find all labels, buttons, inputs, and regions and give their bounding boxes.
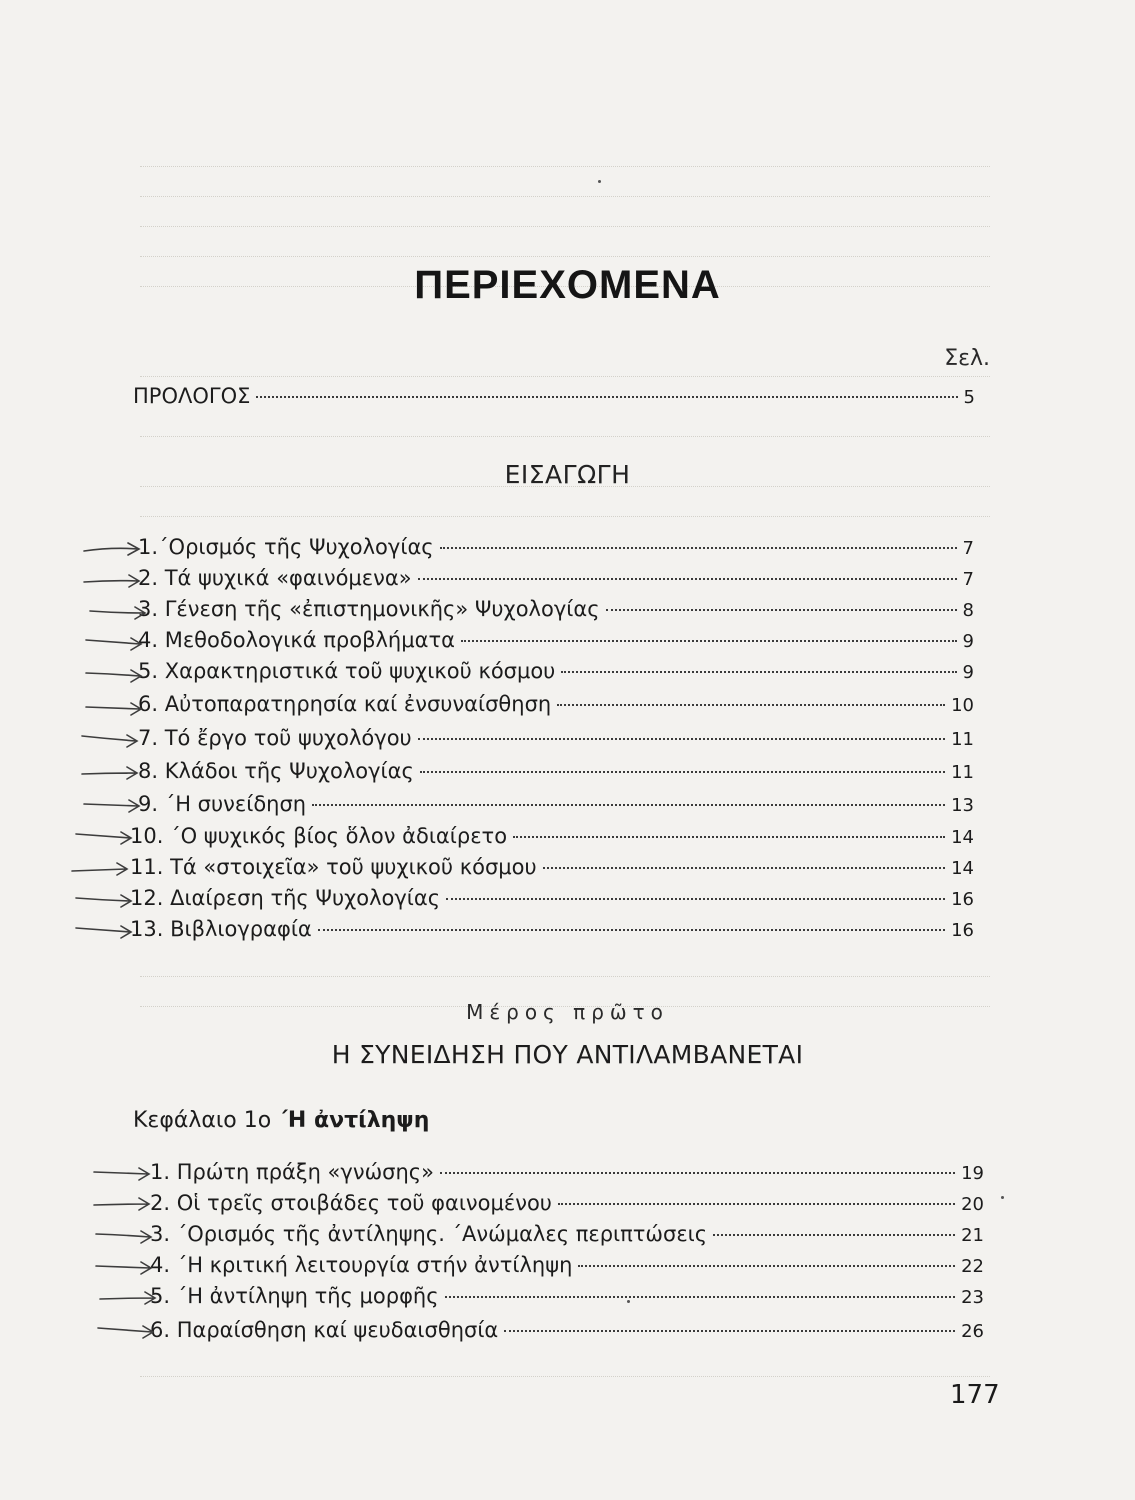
dot-leader [713, 1234, 955, 1236]
bleed-line [140, 500, 990, 517]
toc-entry-page: 8 [962, 600, 974, 621]
bleed-line [140, 240, 990, 257]
dot-leader [446, 898, 945, 900]
toc-entry [138, 759, 974, 787]
toc-entry-prologue [133, 384, 975, 412]
part-label: Μέρος πρῶτο [466, 1000, 669, 1024]
page-column-label: Σελ. [944, 346, 990, 371]
handwritten-arrow-icon [74, 920, 134, 942]
toc-entry-page: 14 [951, 858, 974, 879]
handwritten-arrow-icon [94, 1225, 154, 1247]
toc-entry [138, 659, 974, 687]
toc-entry-label: 5. Χαρακτηριστικά τοῦ ψυχικοῦ κόσμου [138, 659, 556, 683]
dot-leader [513, 836, 945, 838]
toc-entry [130, 886, 974, 914]
toc-entry-label: 3. ΄Ορισμός τῆς ἀντίληψης. ΄Ανώμαλες περιπτώσεις [150, 1222, 708, 1246]
page-title: ΠΕΡΙΕΧΟΜΕΝΑ [414, 262, 721, 307]
toc-entry [130, 824, 974, 852]
handwritten-arrow-icon [80, 729, 140, 751]
toc-entry-label: 11. Τά «στοιχεῖα» τοῦ ψυχικοῦ κόσμου [130, 855, 537, 879]
handwritten-arrow-icon [82, 538, 142, 560]
dot-leader [312, 804, 945, 806]
dot-leader [557, 704, 945, 706]
dot-leader [445, 1296, 956, 1298]
bleed-line [140, 960, 990, 977]
handwritten-arrow-icon [88, 601, 148, 623]
ink-speck [627, 1300, 630, 1303]
chapter-heading [133, 1108, 429, 1133]
chapter-title: ΄Η ἀντίληψη [278, 1108, 430, 1133]
toc-entry [150, 1318, 984, 1346]
bleed-line [140, 210, 990, 227]
toc-entry-label: ΠΡΟΛΟΓΟΣ [133, 384, 251, 408]
dot-leader [504, 1330, 955, 1332]
handwritten-arrow-icon [92, 1162, 152, 1184]
toc-entry-label: 4. Μεθοδολογικά προβλήματα [138, 628, 455, 652]
handwritten-arrow-icon [84, 632, 144, 654]
handwritten-arrow-icon [80, 762, 140, 784]
toc-entry-page: 23 [961, 1287, 984, 1308]
toc-entry [138, 628, 974, 656]
toc-entry-label: 12. Διαίρεση τῆς Ψυχολογίας [130, 886, 441, 910]
toc-entry-page: 14 [951, 827, 974, 848]
handwritten-arrow-icon [82, 794, 142, 816]
handwritten-arrow-icon [84, 664, 144, 686]
toc-entry-label: 13. Βιβλιογραφία [130, 917, 312, 941]
handwritten-arrow-icon [70, 858, 130, 880]
bleed-line [140, 150, 990, 167]
part-title: Η ΣΥΝΕΙΔΗΣΗ ΠΟΥ ΑΝΤΙΛΑΜΒΑΝΕΤΑΙ [331, 1040, 804, 1069]
toc-entry [138, 535, 974, 563]
dot-leader [418, 738, 945, 740]
dot-leader [318, 929, 945, 931]
dot-leader [418, 578, 957, 580]
bleed-line [140, 1360, 990, 1377]
toc-entry-label: 10. ΄Ο ψυχικός βίος ὅλον ἀδιαίρετο [130, 824, 508, 848]
toc-entry-label: 2. Οἱ τρεῖς στοιβάδες τοῦ φαινομένου [150, 1191, 552, 1215]
handwritten-arrow-icon [74, 889, 134, 911]
toc-entry-page: 22 [961, 1256, 984, 1277]
toc-entry-page: 9 [962, 631, 974, 652]
toc-entry-label: 2. Τά ψυχικά «φαινόμενα» [138, 566, 412, 590]
handwritten-arrow-icon [82, 570, 142, 592]
dot-leader [256, 396, 957, 398]
toc-entry [138, 692, 974, 720]
toc-entry [138, 566, 974, 594]
dot-leader [440, 547, 957, 549]
toc-entry-page: 20 [961, 1194, 984, 1215]
toc-entry-label: 6. Αὐτοπαρατηρησία καί ἐνσυναίσθηση [138, 692, 552, 716]
toc-entry-page: 10 [951, 695, 974, 716]
chapter-prefix: Κεφάλαιο 1ο [133, 1108, 272, 1133]
handwritten-arrow-icon [92, 1193, 152, 1215]
ink-speck [1001, 1196, 1004, 1199]
toc-entry-page: 9 [962, 662, 974, 683]
toc-entry-label: 6. Παραίσθηση καί ψευδαισθησία [150, 1318, 499, 1342]
ink-speck [598, 180, 601, 183]
toc-entry-page: 26 [961, 1321, 984, 1342]
toc-entry [150, 1284, 984, 1312]
toc-entry-label: 1.΄Ορισμός τῆς Ψυχολογίας [138, 535, 434, 559]
dot-leader [558, 1203, 955, 1205]
toc-entry-label: 5. ΄Η ἀντίληψη τῆς μορφῆς [150, 1284, 439, 1308]
handwritten-arrow-icon [94, 1256, 154, 1278]
toc-entry-page: 11 [951, 729, 974, 750]
bleed-line [140, 180, 990, 197]
toc-entry [150, 1222, 984, 1250]
toc-entry-label: 4. ΄Η κριτική λειτουργία στήν ἀντίληψη [150, 1253, 573, 1277]
page-number: 177 [950, 1380, 1000, 1410]
toc-entry [138, 726, 974, 754]
toc-entry-page: 5 [963, 387, 975, 408]
introduction-heading: ΕΙΣΑΓΩΓΗ [504, 460, 631, 489]
dot-leader [461, 640, 957, 642]
toc-entry-label: 9. ΄Η συνείδηση [138, 792, 307, 816]
toc-entry-page: 7 [962, 538, 974, 559]
toc-entry-page: 16 [951, 889, 974, 910]
toc-entry-label: 7. Τό ἔργο τοῦ ψυχολόγου [138, 726, 412, 750]
handwritten-arrow-icon [74, 826, 134, 848]
toc-entry-label: 3. Γένεση τῆς «ἐπιστημονικῆς» Ψυχολογίας [138, 597, 600, 621]
toc-entry [150, 1160, 984, 1188]
handwritten-arrow-icon [98, 1287, 158, 1309]
dot-leader [606, 609, 957, 611]
toc-entry [138, 792, 974, 820]
toc-entry-page: 16 [951, 920, 974, 941]
toc-entry [130, 855, 974, 883]
toc-entry-page: 11 [951, 762, 974, 783]
dot-leader [440, 1172, 955, 1174]
bleed-line [140, 360, 990, 377]
toc-entry [150, 1191, 984, 1219]
toc-entry-page: 13 [951, 795, 974, 816]
toc-entry [130, 917, 974, 945]
dot-leader [561, 671, 956, 673]
toc-entry-page: 21 [961, 1225, 984, 1246]
bleed-line [140, 420, 990, 437]
handwritten-arrow-icon [96, 1320, 156, 1342]
dot-leader [543, 867, 945, 869]
toc-entry [150, 1253, 984, 1281]
handwritten-arrow-icon [84, 697, 144, 719]
toc-entry-label: 1. Πρώτη πράξη «γνώσης» [150, 1160, 434, 1184]
dot-leader [420, 771, 945, 773]
toc-entry-page: 7 [962, 569, 974, 590]
toc-entry-label: 8. Κλάδοι τῆς Ψυχολογίας [138, 759, 414, 783]
dot-leader [578, 1265, 955, 1267]
toc-entry [138, 597, 974, 625]
toc-entry-page: 19 [961, 1163, 984, 1184]
